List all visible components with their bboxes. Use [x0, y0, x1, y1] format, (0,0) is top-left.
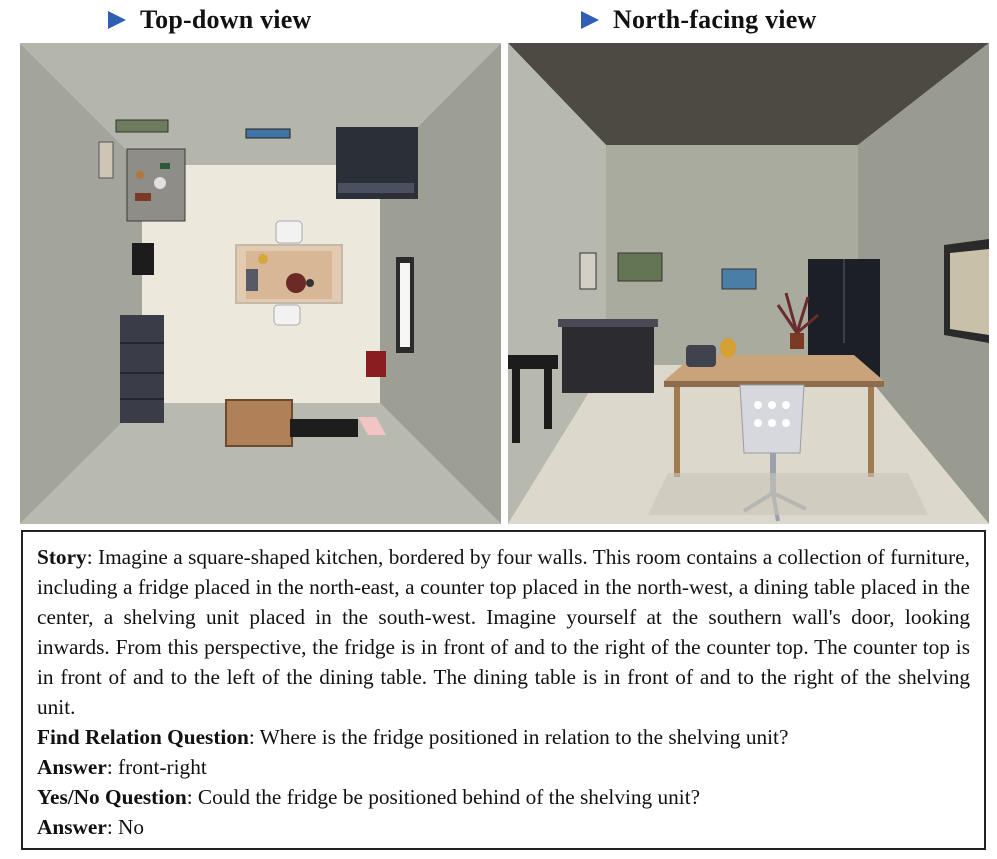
story-text: : Imagine a square-shaped kitchen, bordered by four walls. This room contains a collection of furniture, including a fridge placed in the north-east, a counter top placed in the north-west, a dining table placed in the center, a shelving unit placed in the south-west. Imagine yourself at the southern wall's door, looking inwards. From this perspective, the fridge is in front of and to the right of the counter top. The counter top is in front of and to the left of the dining table. The dining table is in front of and to the right of the shelving unit. [37, 545, 970, 719]
yes-no-question [37, 782, 970, 812]
north-facing-view-title: North-facing view [613, 5, 817, 34]
yes-no-label: Yes/No Question [37, 785, 187, 809]
find-relation-label: Find Relation Question [37, 725, 249, 749]
yes-no-answer-text: : No [106, 815, 145, 839]
play-triangle-icon [581, 11, 599, 29]
find-relation-question-text: : Where is the fridge positioned in relation to the shelving unit? [248, 725, 789, 749]
top-down-view-title: Top-down view [140, 5, 312, 34]
find-relation-answer [37, 752, 970, 782]
north-facing-view-image [508, 43, 989, 524]
play-triangle-icon [108, 11, 126, 29]
find-relation-answer-text: : front-right [106, 755, 207, 779]
story-label: Story [37, 545, 87, 569]
find-relation-answer-label: Answer [37, 755, 107, 779]
yes-no-question-text: : Could the fridge be positioned behind of the shelving unit? [186, 785, 701, 809]
story-paragraph [37, 542, 970, 722]
top-down-view-header [108, 0, 311, 40]
story-text-box [21, 530, 986, 850]
yes-no-answer [37, 812, 970, 842]
north-facing-view-header [581, 0, 816, 40]
find-relation-question [37, 722, 970, 752]
top-down-view-image [20, 43, 501, 524]
yes-no-answer-label: Answer [37, 815, 107, 839]
